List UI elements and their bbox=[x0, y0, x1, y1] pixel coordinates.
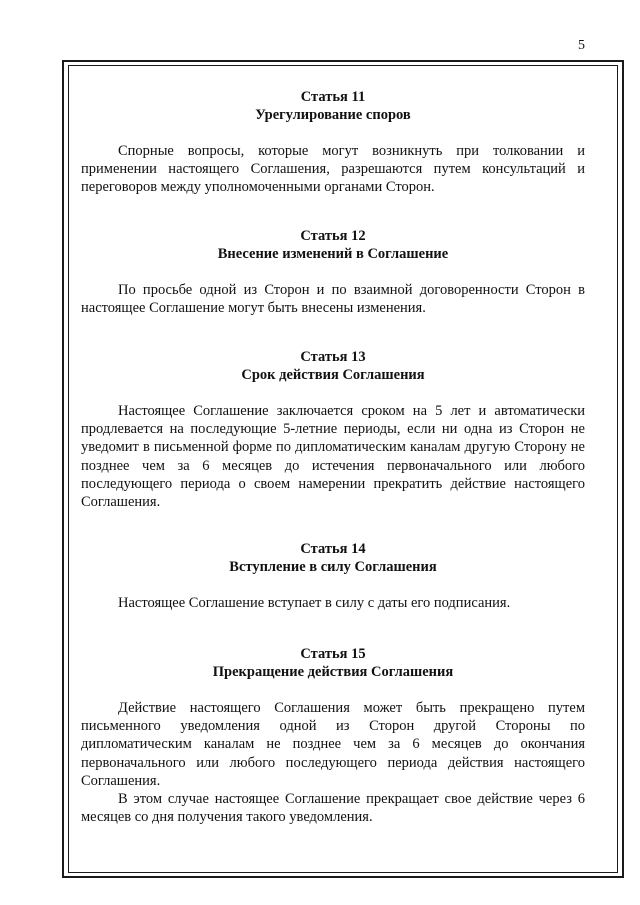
article-11 bbox=[81, 88, 585, 197]
page-number: 5 bbox=[578, 38, 585, 53]
article-paragraph: Спорные вопросы, которые могут возникнуть при толковании и применении настоящего Соглашения, разрешаются путем консультаций и переговоров между уполномоченными органами Сторон. bbox=[81, 143, 585, 196]
article-13 bbox=[81, 348, 585, 511]
article-title: Внесение изменений в Соглашение bbox=[217, 246, 449, 262]
article-paragraph: Действие настоящего Соглашения может быть прекращено путем письменного уведомления одной из Сторон другой Стороны по дипломатическим каналам не позднее чем за 6 месяцев до окончания первоначального или любого последующего периода действия настоящего Соглашения. bbox=[81, 700, 585, 789]
article-12 bbox=[81, 227, 585, 317]
article-title: Прекращение действия Соглашения bbox=[212, 664, 454, 680]
article-number: Статья 12 bbox=[300, 228, 366, 244]
article-14 bbox=[81, 540, 585, 612]
article-title: Срок действия Соглашения bbox=[241, 367, 425, 383]
article-number: Статья 13 bbox=[300, 349, 366, 365]
article-title: Урегулирование споров bbox=[255, 107, 411, 123]
article-number: Статья 14 bbox=[300, 541, 366, 557]
article-number: Статья 11 bbox=[300, 89, 366, 105]
article-paragraph: Настоящее Соглашение заключается сроком на 5 лет и автоматически продлевается на последующие 5-летние периоды, если ни одна из Сторон не уведомит в письменной форме по дипломатическим каналам другую Сторону не позднее чем за 6 месяцев до истечения первоначального или любого последующего периода о своем намерении прекратить действие настоящего Соглашения. bbox=[81, 403, 585, 511]
article-paragraph: Настоящее Соглашение вступает в силу с даты его подписания. bbox=[118, 595, 511, 611]
article-paragraph: В этом случае настоящее Соглашение прекращает свое действие через 6 месяцев со дня получения такого уведомления. bbox=[81, 791, 585, 826]
article-paragraph: По просьбе одной из Сторон и по взаимной договоренности Сторон в настоящее Соглашение могут быть внесены изменения. bbox=[81, 282, 585, 317]
article-number: Статья 15 bbox=[300, 646, 366, 662]
article-title: Вступление в силу Соглашения bbox=[229, 559, 437, 575]
article-15 bbox=[81, 645, 585, 826]
